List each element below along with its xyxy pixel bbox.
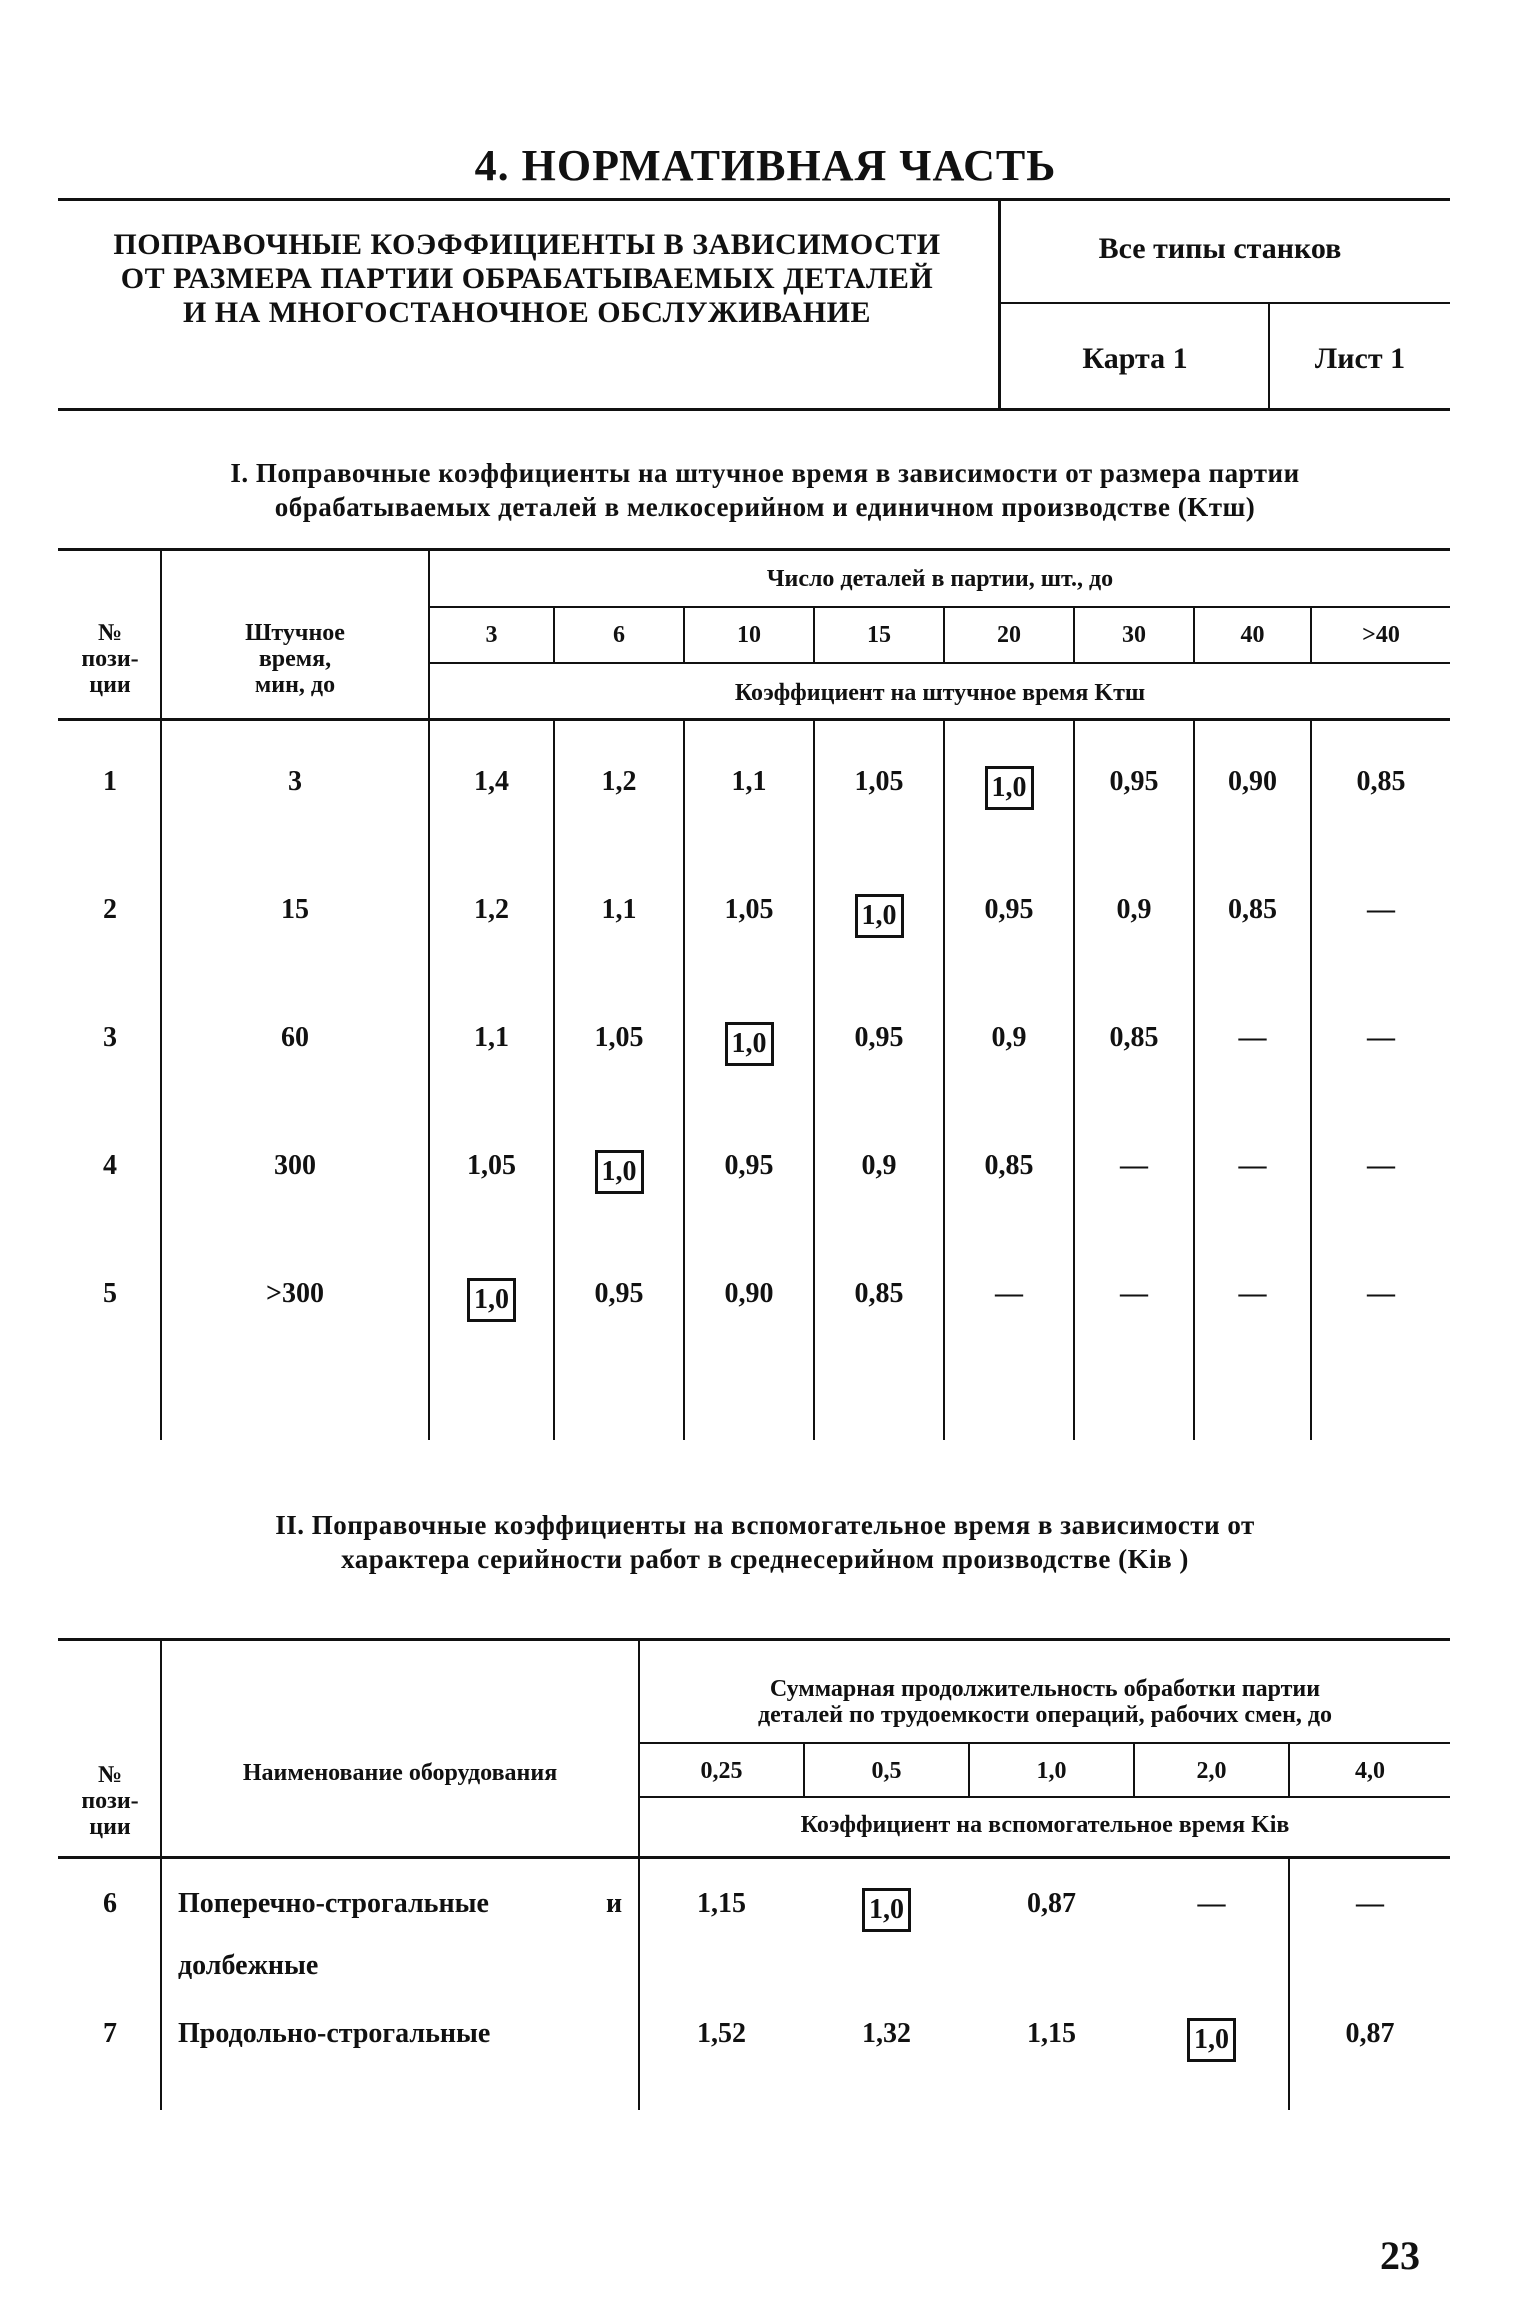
coefficient-value: 0,85 [854,1278,904,1309]
coefficient-value: 0,9 [861,1150,897,1181]
coefficient-value: 1,05 [467,1150,516,1181]
t2-equipment-name: Поперечно-строгальные [178,1888,489,1919]
t1-coef-cell [815,1150,943,1182]
coefficient-value: 0,95 [854,1022,904,1053]
table2-caption-line-2: характера серийности работ в среднесерийном производстве (Kiв ) [341,1544,1189,1574]
t2-coef-cell [640,2018,803,2050]
t1-position-cell: 2 [103,894,117,925]
t1-coef-cell [1195,1278,1310,1310]
t1-coef-cell [1075,894,1193,926]
t1-coef-cell [685,894,813,926]
table1-caption-line-1: I. Поправочные коэффициенты на штучное время в зависимости от размера партии [230,458,1300,488]
t1-coef-cell [685,1150,813,1182]
t1-coef-cell [1195,1150,1310,1182]
t2-coef-cell [640,1888,803,1920]
t1-coef-cell [555,766,683,798]
coefficient-value: 0,9 [991,1022,1027,1053]
t2-duration-1-0: 1,0 [1036,1758,1067,1784]
t2-coef-cell [805,1888,968,1932]
t2-coef-header: Коэффициент на вспомогательное время Kiв [800,1812,1290,1838]
coefficient-value: 0,95 [724,1150,774,1181]
coefficient-value: 0,85 [1228,894,1277,925]
t1-coef-cell [1075,1278,1193,1310]
coefficient-value: 0,90 [724,1278,774,1309]
t1-coef-cell [430,1150,553,1182]
coefficient-value: 1,4 [474,766,509,797]
t2-equipment-name: Продольно-строгальные [178,2018,491,2049]
header-card: Карта 1 [1082,342,1188,375]
t1-coef-cell [685,1278,813,1310]
boxed-coefficient: 1,0 [985,766,1034,810]
t1-coef-cell [1075,1150,1193,1182]
coefficient-value: — [1120,1150,1148,1181]
coefficient-value: 1,05 [854,766,904,797]
coefficient-value: 1,15 [1027,2018,1076,2049]
t2-coef-cell [1290,1888,1450,1920]
t1-col-position: № пози- ции [81,620,139,698]
t1-batch-40: 40 [1240,622,1265,648]
t1-coef-cell [430,894,553,926]
t1-batch-10: 10 [737,622,761,648]
t1-coef-cell [1312,1022,1450,1054]
t2-duration-0-5: 0,5 [871,1758,902,1784]
t1-coef-cell [555,894,683,926]
t1-coef-cell [685,766,813,798]
t1-coef-cell [685,1022,813,1066]
coefficient-value: 0,87 [1345,2018,1395,2049]
coefficient-value: 1,32 [862,2018,911,2049]
t1-time-cell: >300 [266,1278,324,1309]
t1-coef-cell [1195,766,1310,798]
t1-coef-cell [815,766,943,798]
t1-coef-cell [945,766,1073,810]
t1-coef-cell [430,1278,553,1322]
t1-coef-cell [555,1278,683,1310]
coefficient-value: — [1238,1150,1267,1181]
coefficient-value: 1,15 [697,1888,746,1919]
boxed-coefficient: 1,0 [1187,2018,1236,2062]
coefficient-value: — [1367,894,1395,925]
t2-equipment-name-line2: долбежные [178,1950,319,1981]
coefficient-value: 0,95 [594,1278,644,1309]
t1-coef-cell [945,1278,1073,1310]
t2-col-position: № пози- ции [81,1762,139,1840]
header-sheet: Лист 1 [1314,342,1406,375]
t1-coef-cell [1075,1022,1193,1054]
t1-batch-over-40: >40 [1362,622,1400,648]
t1-coef-cell [1195,894,1310,926]
boxed-coefficient: 1,0 [595,1150,644,1194]
t1-batch-20: 20 [997,622,1021,648]
coefficient-value: — [1238,1022,1267,1053]
t1-time-cell: 15 [281,894,309,925]
coefficient-value: 1,2 [601,766,637,797]
t1-coef-cell [945,894,1073,926]
t1-coef-cell [1195,1022,1310,1054]
t1-batch-15: 15 [867,622,891,648]
boxed-coefficient: 1,0 [467,1278,516,1322]
t1-coef-cell [945,1022,1073,1054]
boxed-coefficient: 1,0 [862,1888,911,1932]
coefficient-value: 0,95 [984,894,1034,925]
coefficient-value: 1,1 [601,894,637,925]
t1-coef-cell [1312,1150,1450,1182]
coefficient-value: 0,85 [1356,766,1406,797]
t1-position-cell: 3 [103,1022,117,1053]
t2-position-cell: 6 [103,1888,117,1919]
t1-time-cell: 60 [281,1022,309,1053]
t1-coef-cell [430,766,553,798]
t1-coef-cell [815,1278,943,1310]
t1-coef-cell [430,1022,553,1054]
t1-position-cell: 5 [103,1278,117,1309]
coefficient-value: — [1367,1278,1395,1309]
coefficient-value: — [1356,1888,1384,1919]
coefficient-value: — [1238,1278,1267,1309]
t2-duration-2-0: 2,0 [1196,1758,1227,1784]
t1-time-cell: 300 [274,1150,316,1181]
t2-coef-cell [970,2018,1133,2050]
t1-position-cell: 1 [103,766,117,797]
coefficient-value: 0,90 [1228,766,1277,797]
table2-caption-line-1: II. Поправочные коэффициенты на вспомогательное время в зависимости от [275,1510,1255,1540]
t2-coef-cell [1290,2018,1450,2050]
t1-coef-cell [945,1150,1073,1182]
coefficient-value: — [1367,1150,1395,1181]
coefficient-value: 1,1 [731,766,767,797]
header-title-line-1: ПОПРАВОЧНЫЕ КОЭФФИЦИЕНТЫ В ЗАВИСИМОСТИ [113,228,941,261]
header-title [62,228,992,330]
coefficient-value: 0,9 [1116,894,1152,925]
coefficient-value: — [995,1278,1023,1309]
table1-caption-line-2: обрабатываемых деталей в мелкосерийном и единичном производстве (Kтш) [274,492,1256,522]
header-title-line-2: ОТ РАЗМЕРА ПАРТИИ ОБРАБАТЫВАЕМЫХ ДЕТАЛЕЙ [120,262,934,295]
t2-coef-cell [1135,1888,1288,1920]
t1-batch-3: 3 [485,622,498,648]
header-title-line-3: И НА МНОГОСТАНОЧНОЕ ОБСЛУЖИВАНИЕ [182,296,872,329]
t1-coef-cell [555,1150,683,1194]
t2-duration-4-0: 4,0 [1355,1758,1385,1784]
coefficient-value: — [1367,1022,1395,1053]
coefficient-value: 1,1 [474,1022,509,1053]
coefficient-value: — [1120,1278,1148,1309]
t1-coef-cell [815,894,943,938]
header-machines: Все типы станков [1098,232,1342,265]
coefficient-value: 0,87 [1027,1888,1076,1919]
page-number: 23 [1380,2233,1420,2278]
t1-position-cell: 4 [103,1150,117,1181]
coefficient-value: — [1197,1888,1226,1919]
t1-coef-cell [815,1022,943,1054]
coefficient-value: 1,05 [594,1022,644,1053]
boxed-coefficient: 1,0 [725,1022,774,1066]
t2-group-header: Суммарная продолжительность обработки партии деталей по трудоемкости операций, рабочих смен, до [757,1676,1333,1728]
t1-coef-cell [555,1022,683,1054]
t1-time-cell: 3 [288,766,302,797]
t2-col-equipment: Наименование оборудования [242,1760,558,1786]
t2-coef-cell [1135,2018,1288,2062]
t1-coef-cell [1312,894,1450,926]
coefficient-value: 0,95 [1109,766,1159,797]
section-title: 4. НОРМАТИВНАЯ ЧАСТЬ [474,141,1057,190]
t2-coef-cell [970,1888,1133,1920]
coefficient-value: 1,2 [474,894,509,925]
coefficient-value: 1,05 [724,894,774,925]
t2-position-cell: 7 [103,2018,117,2049]
t1-coef-cell [1312,766,1450,798]
coefficient-value: 1,52 [697,2018,746,2049]
t1-col-time: Штучное время, мин, до [245,620,345,698]
t1-batch-6: 6 [613,622,625,648]
t1-group-header: Число деталей в партии, шт., до [766,566,1114,592]
t1-coef-cell [1312,1278,1450,1310]
t2-coef-cell [805,2018,968,2050]
t1-batch-30: 30 [1122,622,1146,648]
coefficient-value: 0,85 [984,1150,1034,1181]
boxed-coefficient: 1,0 [855,894,904,938]
coefficient-value: 0,85 [1109,1022,1159,1053]
table2-caption [40,1508,1490,1576]
t2-duration-0-25: 0,25 [700,1758,743,1784]
t1-coef-cell [1075,766,1193,798]
t2-equipment-name-tail: и [606,1888,623,1919]
table1-caption [40,456,1490,524]
t1-coef-header: Коэффициент на штучное время Kтш [734,680,1146,706]
